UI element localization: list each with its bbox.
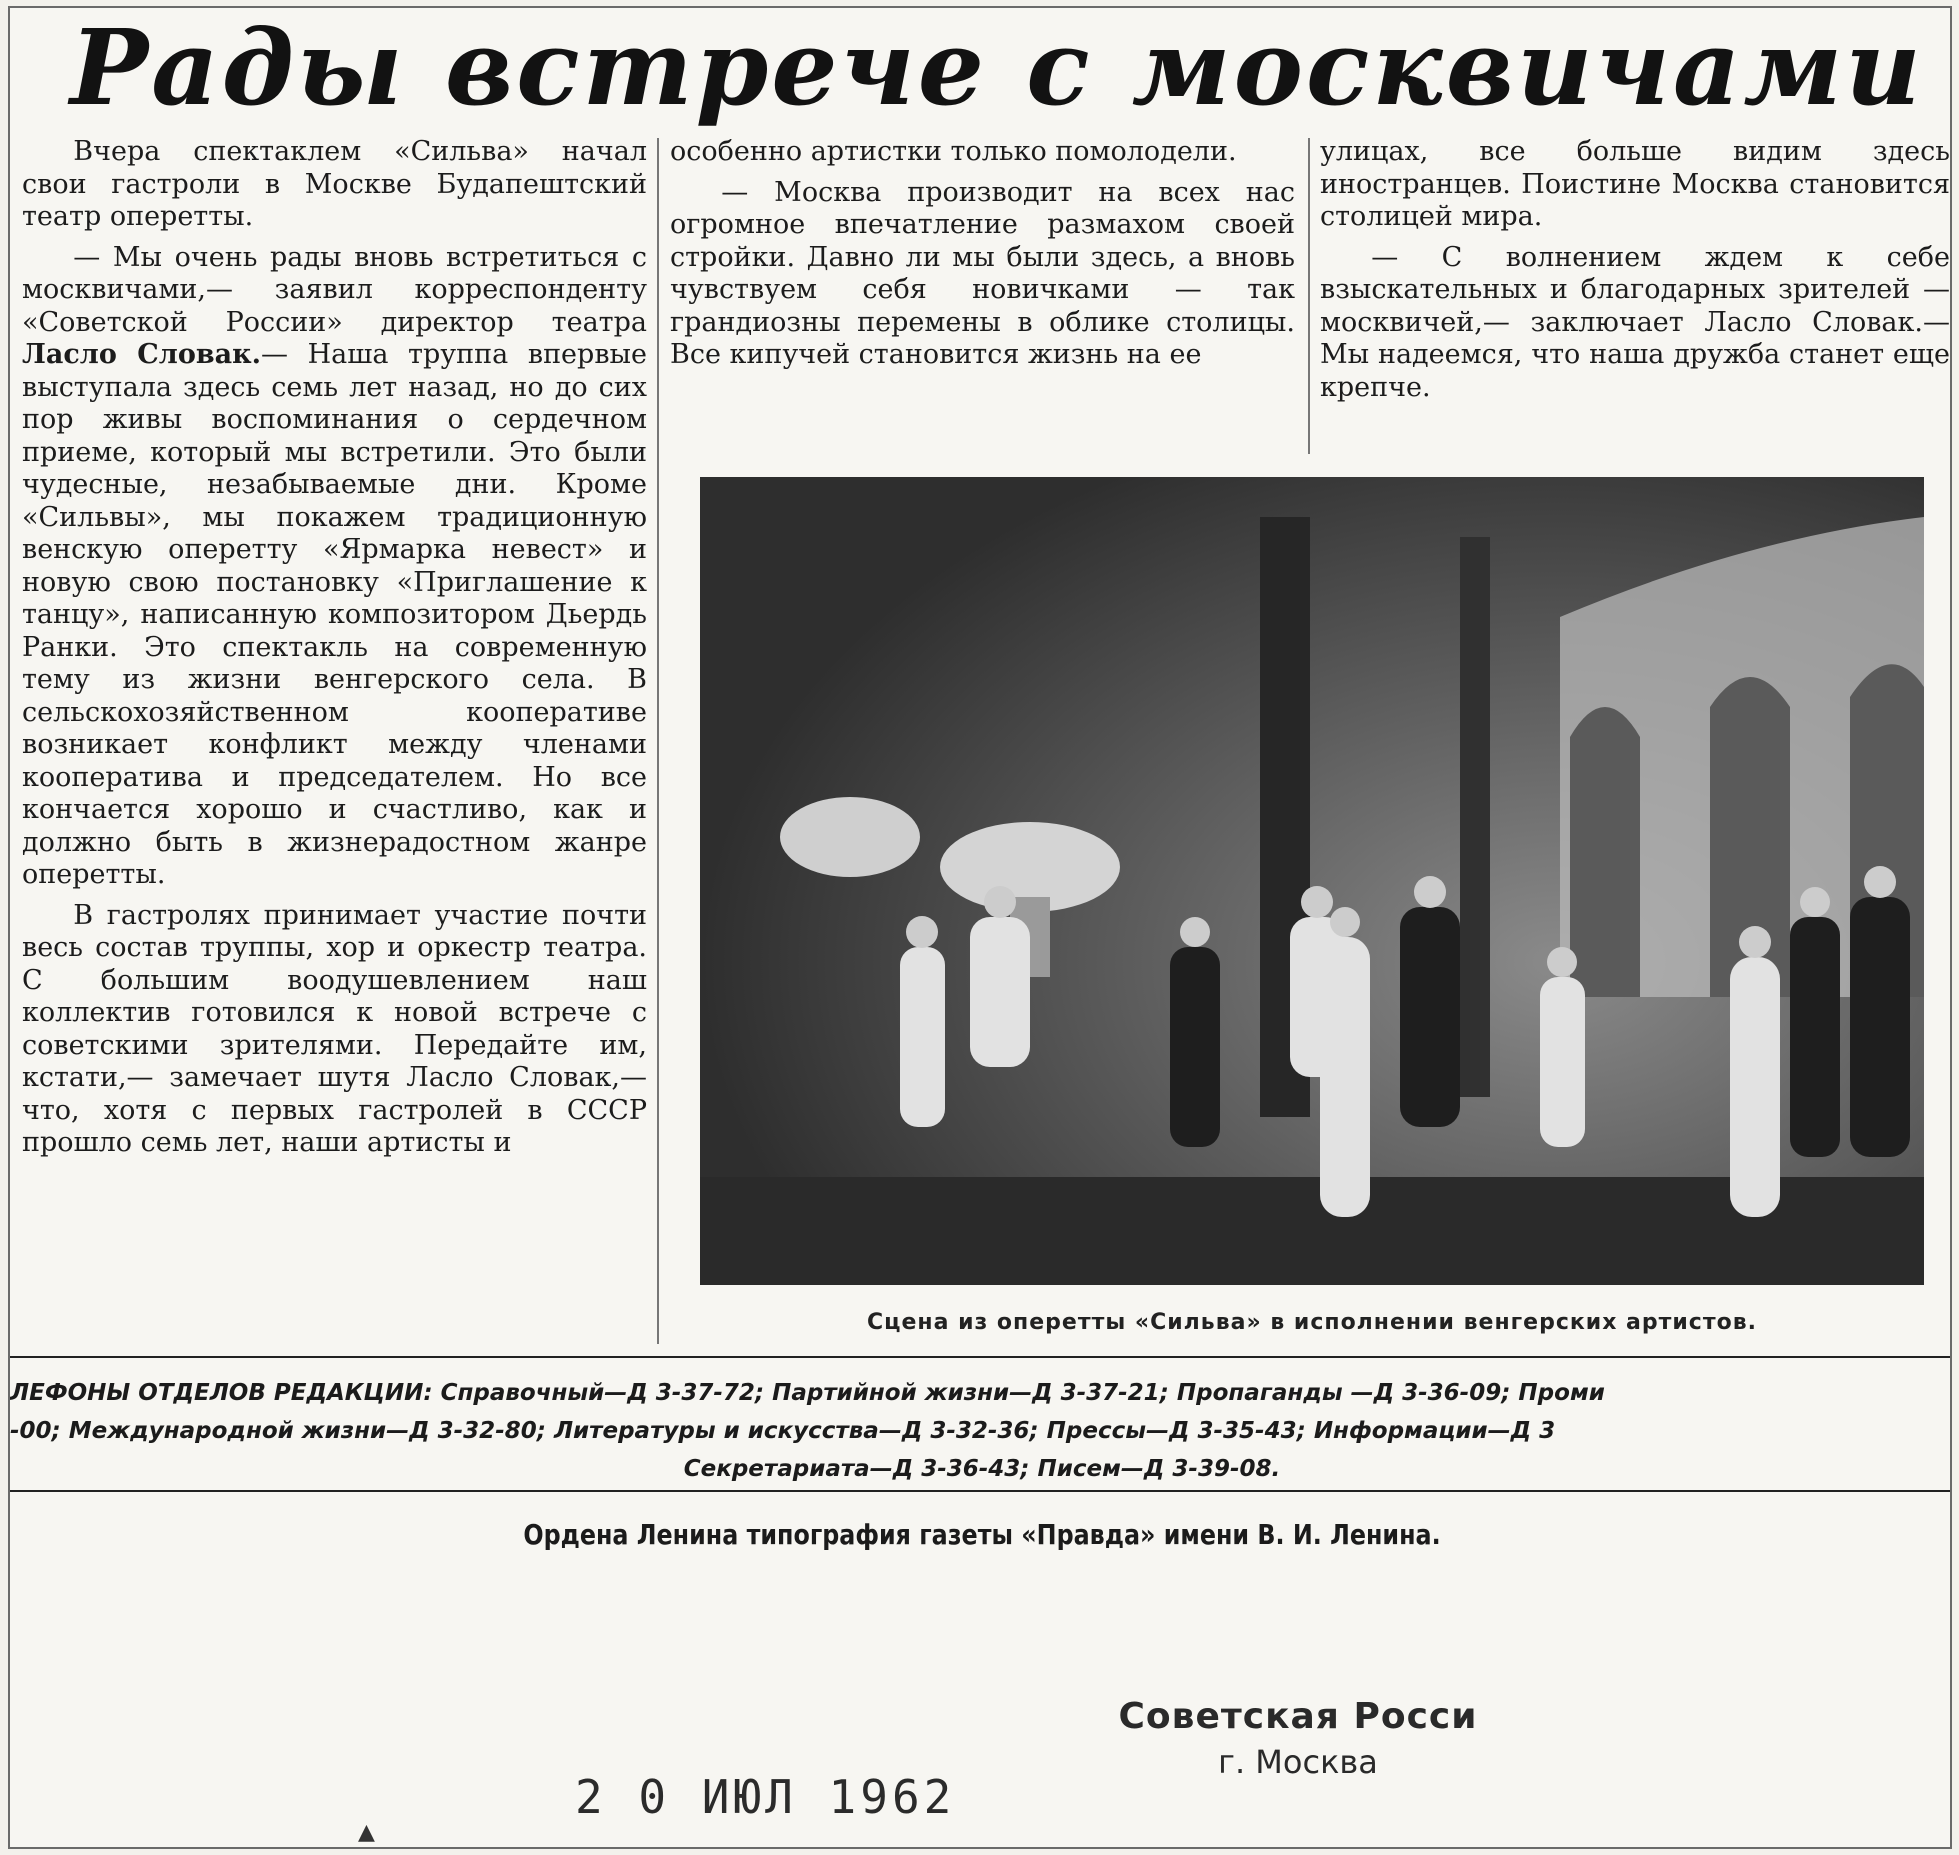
paragraph: улицах, все больше видим здесь иностранцев. Поистине Москва становится столицей мира. <box>1320 136 1950 232</box>
phones-line: ЛЕФОНЫ ОТДЕЛОВ РЕДАКЦИИ: Справочный—Д 3-37-72; Партийной жизни—Д 3-37-21; Пропаганды —Д 3-36-09; Проми <box>10 1380 1605 1406</box>
quote-text: — Наша труппа впервые выступала здесь семь лет назад, но до сих пор живы воспоминания о сердечном приеме, который мы встретили. Это были чудесные, незабываемые дни. Кроме «Сильвы», мы покажем традиционную венскую оперетту «Ярмарка невест» и новую свою постановку «Приглашение к танцу», написанную композитором Дьердь Ранки. Это спектакль на современную тему из жизни венгерского села. В сельскохозяйственном кооперативе возникает конфликт между членами кооператива и председателем. Но все кончается хорошо и счастливо, как и должно быть в жизнерадостном жанре оперетты. <box>22 339 647 890</box>
stamp-publication: Советская Росси <box>1118 1696 1478 1737</box>
paragraph: Вчера спектаклем «Сильва» начал свои гастроли в Москве Будапештский театр оперетты. <box>22 136 647 232</box>
headline: Рады встрече с москвичами <box>70 6 1924 129</box>
article-column-2 <box>670 136 1295 372</box>
phones-line: -00; Международной жизни—Д 3-32-80; Литературы и искусства—Д 3-32-36; Прессы—Д 3-35-43; Информации—Д 3 <box>10 1418 1556 1444</box>
paragraph: — С волнением ждем к себе взыскательных и благодарных зрителей — москвичей,— заключает Ласло Словак.— Мы надеемся, что наша дружба станет еще крепче. <box>1320 241 1950 403</box>
stage-photo <box>700 477 1924 1285</box>
paragraph: В гастролях принимает участие почти весь состав труппы, хор и оркестр театра. С большим воодушевлением наш коллектив готовился к новой встрече с советскими зрителями. Передайте им, кстати,— замечает шутя Ласло Словак,— что, хотя с первых гастролей в СССР прошло семь лет, наши артисты и <box>22 899 647 1158</box>
stamp-city: г. Москва <box>1218 1743 1378 1781</box>
paragraph: — Москва производит на всех нас огромное впечатление размахом своей стройки. Давно ли мы были здесь, а вновь чувствуем себя новичками — так грандиозны перемены в облике столицы. Все кипучей становится жизнь на ее <box>670 176 1295 370</box>
paragraph: особенно артистки только помолодели. <box>670 136 1237 167</box>
phones-line: Секретариата—Д 3-36-43; Писем—Д 3-39-08. <box>683 1456 1281 1482</box>
paragraph <box>22 242 647 892</box>
article-column-1 <box>22 136 647 1160</box>
column-rule <box>657 138 659 1344</box>
newspaper-clipping <box>8 6 1952 1849</box>
column-rule <box>1308 138 1310 454</box>
mark-icon: ▲ <box>358 1820 375 1845</box>
editorial-phones <box>10 1374 1952 1488</box>
director-name: Ласло Словак. <box>22 339 261 370</box>
stage-photo-illustration <box>700 477 1924 1285</box>
photo-caption: Сцена из оперетты «Сильва» в исполнении венгерских артистов. <box>867 1310 1757 1335</box>
divider <box>10 1490 1950 1492</box>
printer-imprint: Ордена Ленина типография газеты «Правда» имени В. И. Ленина. <box>523 1518 1441 1551</box>
quote-text: — Мы очень рады вновь встретиться с москвичами,— заявил корреспонденту «Советской России» директор театра <box>22 241 647 338</box>
divider <box>10 1356 1950 1358</box>
date-stamp: 2 0 ИЮЛ 1962 <box>575 1770 956 1824</box>
source-stamp <box>1118 1696 1478 1781</box>
article-column-3 <box>1320 136 1950 404</box>
